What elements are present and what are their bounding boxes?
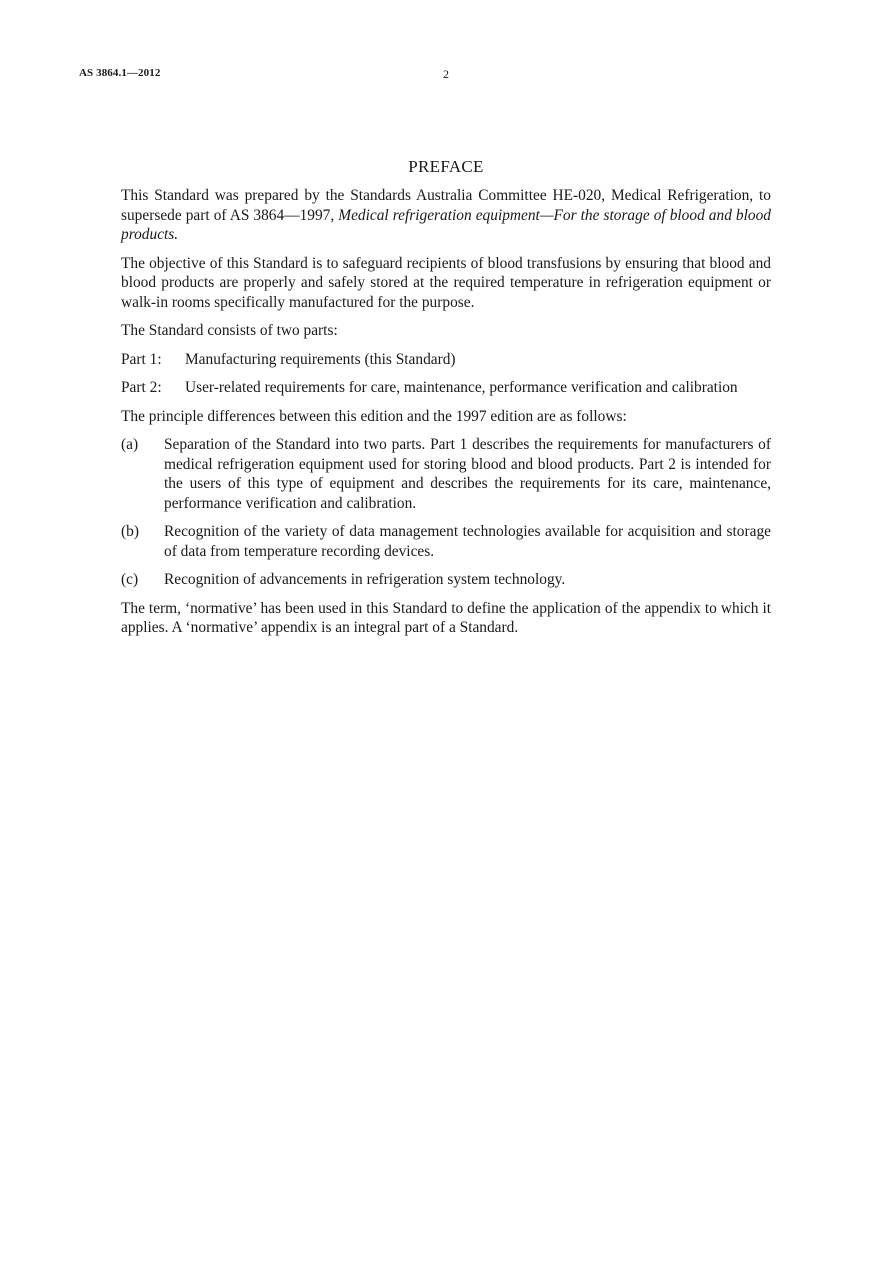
- parts-list: [121, 350, 771, 398]
- part-label: Part 1:: [121, 350, 162, 368]
- item-text: Separation of the Standard into two parts. Part 1 describes the requirements for manufacturers of medical refrigeration equipment used for storing blood and blood products. Part 2 is intended for the users of this type of equipment and describes the requirements for its care, maintenance, performance verification and calibration.: [164, 436, 771, 512]
- list-item: [121, 435, 771, 513]
- superseded-standard-title: Medical refrigeration equipment—For the storage of blood and blood products.: [121, 206, 771, 243]
- item-label: (b): [121, 523, 139, 540]
- paragraph-committee: [121, 186, 771, 245]
- item-text: Recognition of advancements in refrigeration system technology.: [164, 571, 566, 588]
- paragraph-parts-intro: The Standard consists of two parts:: [121, 322, 338, 339]
- item-label: (c): [121, 571, 139, 588]
- paragraph-committee-text: This Standard was prepared by the Standards Australia Committee HE-020, Medical Refrigeration, to supersede part of AS 3864—1997,: [121, 187, 771, 224]
- list-item: [121, 378, 771, 398]
- part-label: Part 2:: [121, 379, 162, 396]
- standard-designation: AS 3864.1—2012: [79, 67, 161, 79]
- item-label: (a): [121, 436, 139, 453]
- paragraph-normative: The term, ‘normative’ has been used in this Standard to define the application of the appendix to which it applies. A ‘normative’ appendix is an integral part of a Standard.: [121, 599, 771, 636]
- paragraph-objective: The objective of this Standard is to safeguard recipients of blood transfusions by ensuring that blood and blood products are properly and safely stored at the required temperature in refrigeration equipment or walk-in rooms specifically manufactured for the purpose.: [121, 254, 771, 311]
- differences-list: [121, 435, 771, 590]
- list-item: [121, 350, 771, 370]
- list-item: [121, 570, 771, 590]
- part-text: Manufacturing requirements (this Standard): [185, 350, 456, 368]
- list-item: [121, 522, 771, 561]
- preface-section: [121, 156, 771, 647]
- section-title: PREFACE: [408, 157, 484, 176]
- part-text: User-related requirements for care, maintenance, performance verification and calibration: [185, 379, 738, 396]
- page-number: 2: [443, 67, 449, 81]
- item-text: Recognition of the variety of data management technologies available for acquisition and storage of data from temperature recording devices.: [164, 523, 771, 560]
- paragraph-differences-intro: The principle differences between this edition and the 1997 edition are as follows:: [121, 407, 627, 425]
